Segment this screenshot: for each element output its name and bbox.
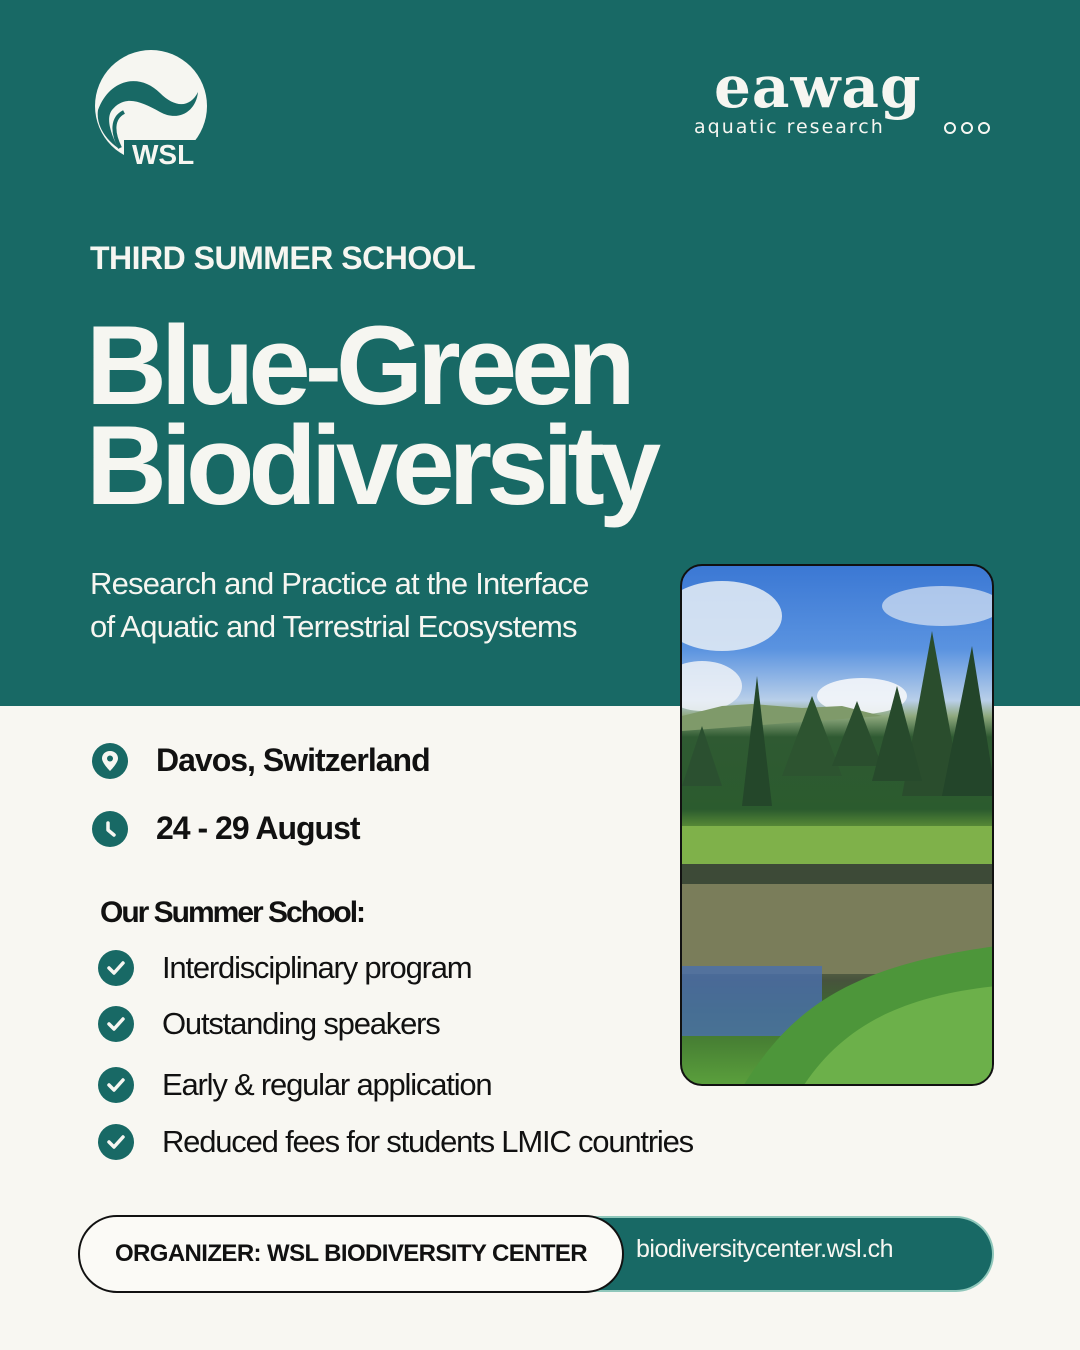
check-circle-icon [98,950,134,986]
alpine-lake-photo [680,564,994,1086]
subtitle-line-2: of Aquatic and Terrestrial Ecosystems [90,609,577,644]
subtitle [90,562,650,648]
dates-text: 24 - 29 August [156,810,360,846]
map-pin-icon [92,743,128,779]
footer-banner [78,1215,994,1293]
features-heading: Our Summer School: [100,896,365,929]
location-row [92,742,430,779]
landscape-image [682,566,994,1086]
check-circle-icon [98,1067,134,1103]
page-title [86,303,656,528]
eawag-dots-icon [944,122,990,134]
check-circle-icon [98,1124,134,1160]
kicker-label: THIRD SUMMER SCHOOL [90,240,476,276]
clock-icon [92,811,128,847]
title-line-2: Biodiversity [86,403,656,528]
organizer-label: ORGANIZER: WSL BIODIVERSITY CENTER [78,1215,624,1293]
title-line-1: Blue-Green [86,303,630,428]
dates-row [92,810,360,847]
feature-item [98,1006,440,1042]
wsl-logo [90,48,212,170]
feature-text: Early & regular application [162,1067,492,1102]
eawag-wordmark: eawag [714,53,922,121]
subtitle-line-1: Research and Practice at the Interface [90,566,589,601]
feature-item [98,950,471,986]
check-circle-icon [98,1006,134,1042]
svg-text:WSL: WSL [132,139,195,170]
website-link[interactable]: biodiversitycenter.wsl.ch [636,1235,894,1263]
wsl-wave-logo-icon [90,48,212,170]
eawag-logo [692,53,1002,146]
feature-item [98,1124,693,1160]
feature-text: Reduced fees for students LMIC countries [162,1124,693,1159]
location-text: Davos, Switzerland [156,742,430,778]
eawag-tagline: aquatic research [694,116,885,138]
feature-item [98,1067,491,1103]
feature-text: Interdisciplinary program [162,950,472,985]
feature-text: Outstanding speakers [162,1006,440,1041]
